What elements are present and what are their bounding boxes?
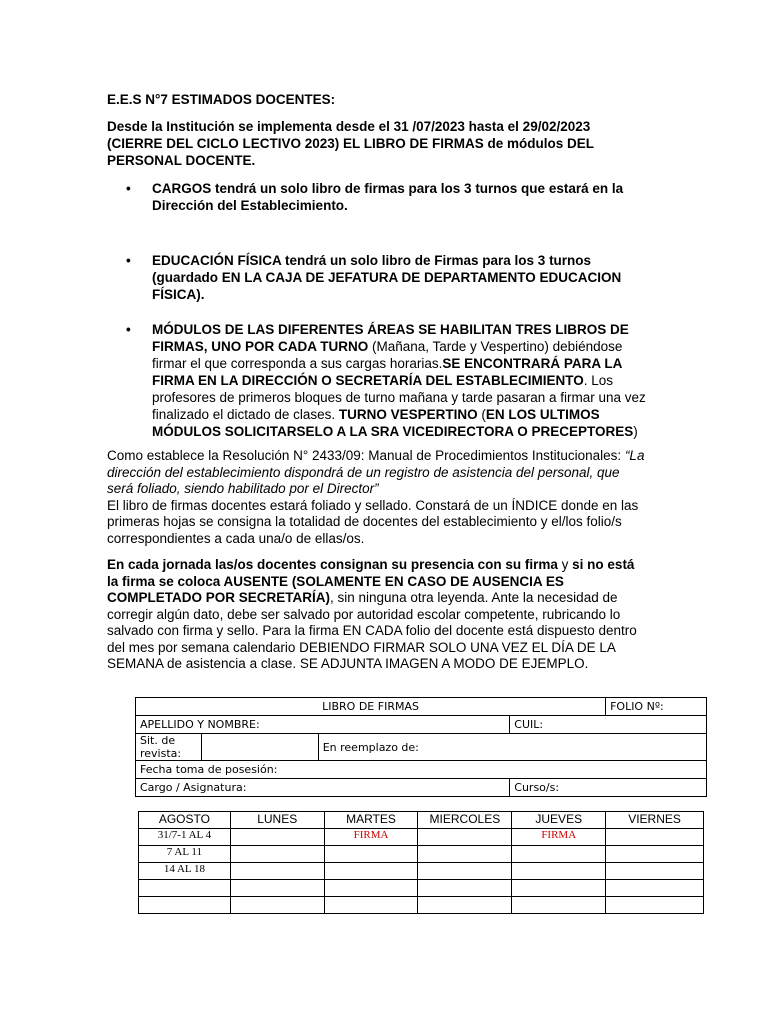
week-range-cell: 7 AL 11 [139,846,231,863]
empty-cell [230,863,324,880]
form-title: LIBRO DE FIRMAS [136,698,606,716]
attendance-table [138,811,704,914]
resolution-lead: Como establece la Resolución N° 2433/09: Manual de Procedimientos Institucionales: [107,448,625,463]
empty-cell [418,897,512,914]
attendance-header-cell: JUEVES [512,812,606,829]
curso-label: Curso/s: [510,779,707,797]
folio-label: FOLIO Nº: [606,698,707,716]
bullet-text: EDUCACIÓN FÍSICA tendrá un solo libro de Firmas para los 3 turnos (guardado EN LA CAJA DE JEFATURA DE DEPARTAMENTO EDUCACION FÍSICA). [152,253,622,302]
resolution-paragraph [107,448,647,547]
week-range-cell: 31/7-1 AL 4 [139,829,231,846]
empty-cell [324,897,418,914]
fecha-label: Fecha toma de posesión: [136,761,707,779]
jornada-paragraph: En cada jornada las/os docentes consignan su presencia con su firma y si no está la firma se coloca AUSENTE (SOLAMENTE EN CASO DE AUSENCIA ES COMPLETADO POR SECRETARÍA), sin ninguna otra leyenda. Ante la necesidad de corregir algún dato, debe ser salvado por autoridad escolar competente, rubricando lo salvado con firma y sello. Para la firma EN CADA folio del docente está dispuesto dentro del mes por semana calendario DEBIENDO FIRMAR SOLO UNA VEZ EL DÍA DE LA SEMANA de asistencia a clase. SE ADJUNTA IMAGEN A MODO DE EJEMPLO. [107,557,637,671]
bullet-dot-icon: • [126,253,131,268]
week-range-cell: 14 AL 18 [139,863,231,880]
bullet-dot-icon: • [126,181,131,196]
week-range-cell [139,897,231,914]
intro-paragraph: Desde la Institución se implementa desde el 31 /07/2023 hasta el 29/02/2023 (CIERRE DEL CICLO LECTIVO 2023) EL LIBRO DE FIRMAS de módulos DEL PERSONAL DOCENTE. [107,119,594,168]
empty-cell [512,897,606,914]
cargo-label: Cargo / Asignatura: [136,779,510,797]
bullet-text: CARGOS tendrá un solo libro de firmas para los 3 turnos que estará en la Dirección del Establecimiento. [152,181,624,213]
apellido-label: APELLIDO Y NOMBRE: [136,716,510,734]
week-range-cell [139,880,231,897]
empty-cell [606,846,704,863]
empty-cell [418,829,512,846]
signature-cell: FIRMA [324,829,418,846]
attendance-row [139,897,704,914]
empty-cell [512,880,606,897]
empty-cell [324,846,418,863]
empty-cell [324,863,418,880]
signature-cell: FIRMA [512,829,606,846]
attendance-row [139,846,704,863]
attendance-header-cell: MARTES [324,812,418,829]
attendance-row [139,880,704,897]
empty-cell [230,846,324,863]
libro-description: El libro de firmas docentes estará foliado y sellado. Constará de un ÍNDICE donde en las primeras hojas se consigna la totalidad de docentes del establecimiento y el/los folio/s correspondientes a cada una/o de ellas/os. [107,497,639,546]
empty-cell [230,829,324,846]
attendance-row [139,829,704,846]
attendance-header-cell: VIERNES [606,812,704,829]
empty-cell [606,829,704,846]
empty-cell [230,897,324,914]
libro-de-firmas-header-form [135,697,707,797]
attendance-header-cell: AGOSTO [139,812,231,829]
situacion-value [201,734,318,761]
attendance-header-cell: MIERCOLES [418,812,512,829]
empty-cell [230,880,324,897]
situacion-label: Sit. de revista: [136,734,202,761]
reemplazo-label: En reemplazo de: [318,734,706,761]
empty-cell [512,846,606,863]
empty-cell [606,863,704,880]
bullet-dot-icon: • [126,322,131,337]
empty-cell [418,863,512,880]
empty-cell [606,880,704,897]
empty-cell [606,897,704,914]
empty-cell [324,880,418,897]
empty-cell [512,863,606,880]
attendance-header-cell: LUNES [230,812,324,829]
empty-cell [418,846,512,863]
cuil-label: CUIL: [510,716,707,734]
attendance-row [139,863,704,880]
attendance-header-row [139,812,704,829]
bullet-text: MÓDULOS DE LAS DIFERENTES ÁREAS SE HABILITAN TRES LIBROS DE FIRMAS, UNO POR CADA TURNO (Mañana, Tarde y Vespertino) debiéndose firmar el que corresponda a sus cargas horarias.SE ENCONTRARÁ PARA LA FIRMA EN LA DIRECCIÓN O SECRETARÍA DEL ESTABLECIMIENTO. Los profesores de primeros bloques de turno mañana y tarde pasaran a firmar una vez finalizado el dictado de clases. TURNO VESPERTINO (EN LOS ULTIMOS MÓDULOS SOLICITARSELO A LA SRA VICEDIRECTORA O PRECEPTORES) [152,322,646,439]
resolution-quote: “La dirección del establecimiento dispondrá de un registro de asistencia del personal, que será foliado, siendo habilitado por el Director” [107,448,645,496]
document-heading: E.E.S N°7 ESTIMADOS DOCENTES: [107,92,336,107]
empty-cell [418,880,512,897]
